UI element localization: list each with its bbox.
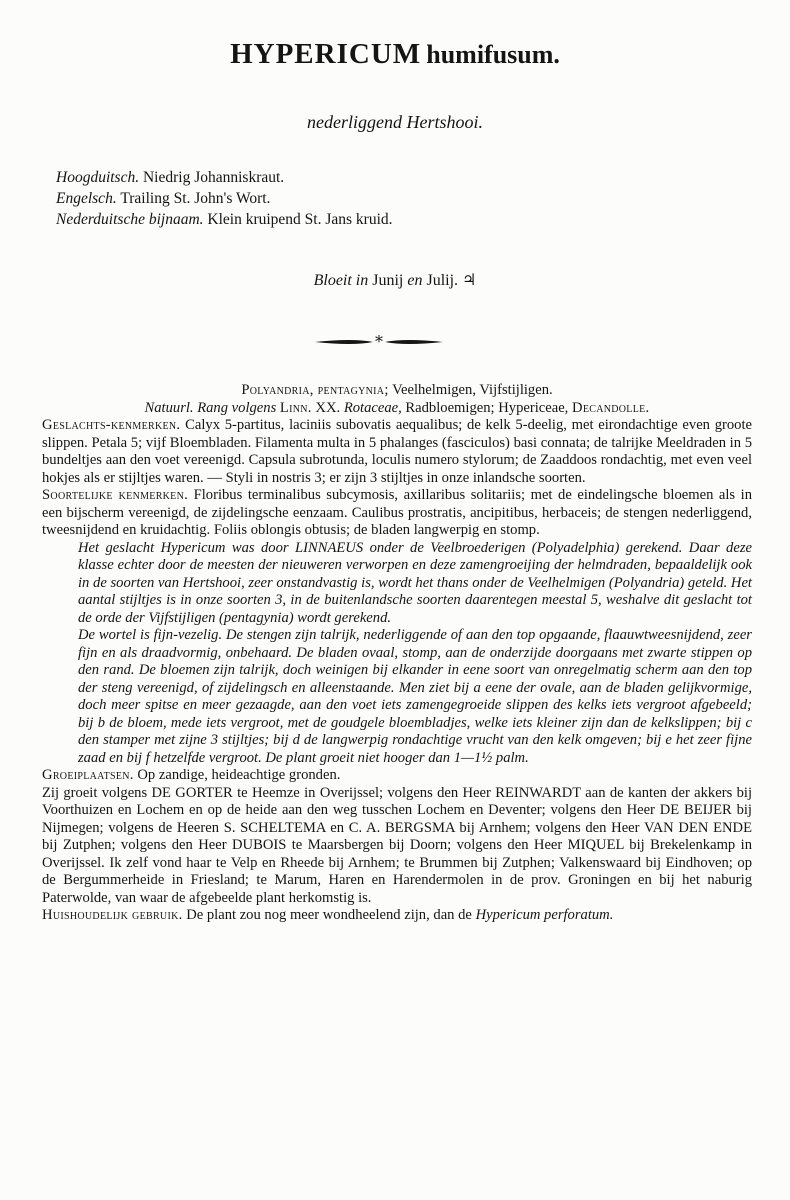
ornament-left-flourish (315, 340, 373, 344)
bloom-period (0, 270, 790, 290)
subtitle: nederliggend Hertshooi. (307, 112, 483, 132)
note-genus: Het geslacht Hypericum was door LINNAEUS onder de Veelbroederigen (Polyadelphia) gerekend. Daar deze klasse echter door de meesten der nieuweren verworpen en deze zamengroeijing der helmdraden, bepaaldelijk ook in de soorten van Hertshooi, zeer onstandvastig is, wordt het thans onder de Veelhelmigen (Polyandria) geteld. Het aantal stijltjes is in onze soorten 3, in de buitenlandsche soorten daarentegen meestal 5, weshalve dit geslacht tot de orde der Vijfstijligen (pentagynia) wordt gerekend. (78, 539, 752, 626)
rank-rest: Radbloemigen; Hypericeae, (405, 399, 569, 416)
genus-characters-text: Calyx 5-partitus, laciniis subovatis aequalibus; de kelk 5-deelig, met eirondachtige even groote slippen. Petala 5; vijf Bloembladen. Filamenta multa in 5 phalanges (fasciculos) basi connata; de talrijke Meeldraden in 5 bundeltjes aan den voet vereenigd. Capsula subrotunda, loculis numero stylorum; de Zaaddoos rondachtig, met even veel hokjes als er stijltjes waren. — Styli in nostris 3; er zijn 3 stijltjes in onze inlandsche soorten. (42, 417, 752, 486)
household-use-heading: Huishoudelijk gebruik. (42, 907, 183, 923)
bloom-month-2: Julij. (426, 272, 459, 289)
class-system: Polyandria, pentagynia; (241, 382, 389, 398)
species-characters-heading: Soortelijke kenmerken. (42, 487, 189, 503)
ornament-divider (313, 332, 445, 352)
main-text (42, 382, 752, 925)
asterisk-icon: * (375, 332, 383, 351)
habitat-heading: Groeiplaatsen. (42, 767, 134, 783)
household-use-species: Hypericum perforatum. (475, 907, 614, 923)
genus-characters-heading: Geslachts-kenmerken. (42, 417, 181, 433)
household-use (42, 907, 752, 925)
localities: Zij groeit volgens DE GORTER te Heemze in Overijssel; volgens den Heer REINWARDT aan de kanten der akkers bij Voorthuizen en Lochem en op de heide aan den weg tusschen Lochem en Deventer; volgens den Heer DE BEIJER bij Nijmegen; volgens de Heeren S. SCHELTEMA en C. A. BERGSMA bij Arnhem; volgens den Heer VAN DEN ENDE bij Zutphen; volgens den Heer DUBOIS te Maarsbergen bij Doorn; volgens den Heer MIQUEL bij Brekelenkamp in Overijssel. Ik zelf vond haar te Velp en Rheede bij Arnhem; te Brummen bij Zutphen; Valkenswaard bij Eindhoven; op de Bergummerheide in Friesland; te Marum, Haren en Harendermolen in de prov. Groningen en bij het naburig Paterwolde, van waar de afgebeelde plant herkomstig is. (42, 784, 752, 906)
bloom-label: Bloeit in (313, 272, 369, 289)
species-characters (42, 487, 752, 540)
name-line (56, 167, 756, 188)
name-line (56, 188, 756, 209)
habitat-text: Op zandige, heideachtige gronden. (137, 767, 341, 783)
name-value: Klein kruipend St. Jans kruid. (207, 211, 393, 228)
genus-characters (42, 417, 752, 487)
name-value: Trailing St. John's Wort. (120, 190, 271, 207)
name-value: Niedrig Johanniskraut. (142, 169, 285, 186)
rank-linn: Linn. (279, 399, 312, 416)
note-description: De wortel is fijn-vezelig. De stengen zijn talrijk, nederliggende of aan den top opgaande, flaauwtweesnijdend, zeer fijn en als draadvormig, onbehaard. De bladen ovaal, stomp, aan de onderzijde doorgaans met zwarte stippen op den rand. De bloemen zijn talrijk, doch weinigen bij elkander in eene soort van onregelmatig scherm aan den top der steng vereenigd, of zijdelingsch en alleenstaande. Men ziet bij a eene der ovale, aan de bladen gelijkvormige, doch meer spitse en meer gezaagde, aan den voet iets zamengegroeide slippen des kelks iets vergroot afgebeeld; bij b de bloem, mede iets vergroot, met de goudgele bloembladjes, welke iets kleiner zijn dan de kelkslippen; bij c den stamper met zijne 3 stijltjes; bij d de langwerpig rondachtige vrucht van den kelk omgeven; bij e het zeer fijne zaad en bij f hetzelfde vergroot. De plant groeit niet hooger dan 1—1½ palm. (78, 627, 752, 766)
species-characters-text: Floribus terminalibus subcymosis, axillaribus solitariis; met de eindelingsche bloemen als in een bijscherm vereenigd, de zijdelingsche eenzaam. Caulibus prostratis, ancipitibus, herbaceis; de stengen nederliggend, tweesnijdend en kruidachtig. Foliis oblongis obtusis; de bladen langwerpig en stomp. (42, 487, 753, 538)
bloom-month-1: Junij (372, 272, 404, 289)
name-language: Hoogduitsch. (56, 169, 140, 186)
bloom-and: en (407, 272, 423, 289)
classification-line-2 (42, 400, 752, 418)
name-language: Engelsch. (56, 190, 117, 207)
rank-label: Natuurl. Rang volgens (144, 399, 277, 416)
rank-rotaceae: Rotaceae, (343, 399, 402, 416)
class-dutch: Veelhelmigen, Vijfstijligen. (392, 382, 553, 398)
habitat (42, 767, 752, 785)
title-genus: HYPERICUM (230, 38, 422, 70)
household-use-text: De plant zou nog meer wondheelend zijn, dan de (186, 907, 472, 923)
title-species: humifusum. (426, 40, 560, 69)
ornament-right-flourish (385, 340, 443, 344)
rank-decandolle: Decandolle. (571, 399, 650, 416)
name-language: Nederduitsche bijnaam. (56, 211, 204, 228)
vernacular-names (56, 167, 756, 230)
classification-line-1 (42, 382, 752, 400)
rank-number: XX. (315, 399, 341, 416)
perennial-symbol-icon: ♃ (462, 272, 477, 289)
page-title (0, 38, 790, 71)
name-line (56, 209, 756, 230)
